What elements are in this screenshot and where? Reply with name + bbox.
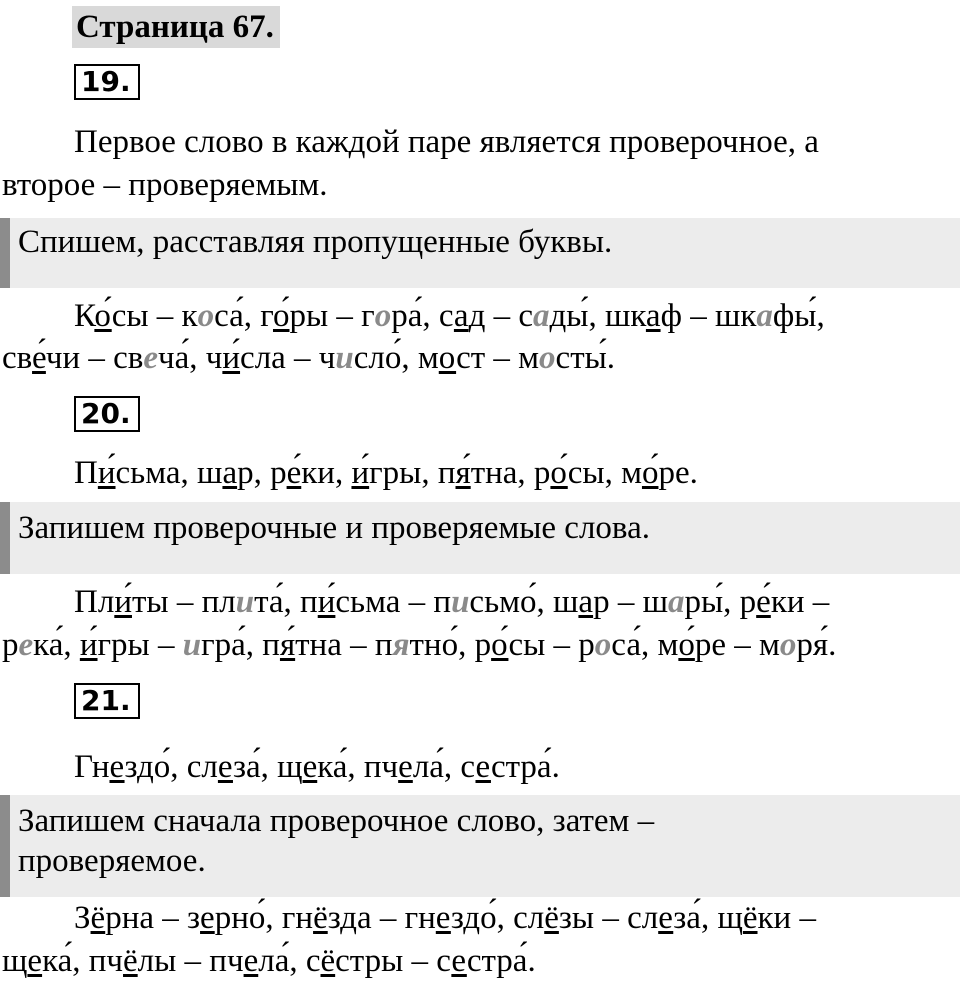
underlined-letter: о́ bbox=[491, 627, 509, 663]
underlined-letter: е bbox=[302, 749, 318, 785]
underlined-letter: о́ bbox=[272, 298, 290, 334]
underlined-letter: е́ bbox=[756, 584, 771, 620]
highlighted-letter: и bbox=[451, 584, 470, 620]
text-segment: гра́, п bbox=[201, 627, 280, 663]
underlined-letter: о bbox=[438, 340, 457, 376]
underlined-letter: ё bbox=[90, 900, 106, 936]
underlined-letter: и́ bbox=[317, 584, 336, 620]
highlighted-letter: о bbox=[374, 298, 392, 334]
text-segment: сты́. bbox=[555, 340, 616, 376]
ex21-instruction bbox=[0, 795, 960, 897]
text-segment: П bbox=[74, 455, 98, 491]
underlined-letter: е bbox=[217, 749, 233, 785]
underlined-letter: я́ bbox=[455, 455, 471, 491]
text-segment: са́, м bbox=[611, 627, 679, 663]
underlined-letter: и́ bbox=[351, 455, 370, 491]
underlined-letter: ё bbox=[123, 943, 138, 979]
underlined-letter: е bbox=[435, 900, 451, 936]
text-segment: сьма, ш bbox=[115, 455, 223, 491]
underlined-letter: е bbox=[451, 943, 467, 979]
text-segment: ре – м bbox=[694, 627, 780, 663]
ex20-answer-line2 bbox=[2, 625, 836, 665]
ex19-answer-line2 bbox=[2, 338, 615, 378]
underlined-letter: е bbox=[658, 900, 674, 936]
ex19-answer-line1 bbox=[74, 296, 825, 336]
text-segment: ры́, р bbox=[684, 584, 757, 620]
text-segment: ки, bbox=[301, 455, 352, 491]
text-segment: сла – ч bbox=[240, 340, 336, 376]
text-segment: ка́, пч bbox=[42, 943, 124, 979]
text-segment: рна – з bbox=[105, 900, 201, 936]
text-segment: ла́, с bbox=[258, 943, 321, 979]
text-segment: ры – г bbox=[289, 298, 375, 334]
text-segment: сьмо́, ш bbox=[469, 584, 579, 620]
ex21-answer-line2 bbox=[2, 941, 536, 981]
exercise-number: 21 bbox=[81, 684, 120, 717]
text-segment: зда – гн bbox=[327, 900, 436, 936]
text-segment: тно́, р bbox=[409, 627, 492, 663]
underlined-letter: е bbox=[475, 749, 491, 785]
text-segment: лы – пч bbox=[137, 943, 244, 979]
ex21-answer-line1 bbox=[74, 898, 816, 938]
highlighted-letter: а bbox=[668, 584, 685, 620]
underlined-letter: е bbox=[398, 749, 413, 785]
text-segment: д – с bbox=[468, 298, 533, 334]
underlined-letter: ё bbox=[313, 900, 328, 936]
text-segment: здо́, сл bbox=[450, 900, 545, 936]
text-segment: З bbox=[74, 900, 91, 936]
highlighted-letter: а bbox=[533, 298, 550, 334]
text-segment: ст – м bbox=[456, 340, 540, 376]
text-segment: здо́, сл bbox=[124, 749, 218, 785]
text-segment: чи – св bbox=[45, 340, 144, 376]
ex20-instruction-text: Запишем проверочные и проверяемые слова. bbox=[18, 510, 650, 546]
text-segment: р – ш bbox=[593, 584, 668, 620]
underlined-letter: а bbox=[645, 298, 661, 334]
text-segment: ка́, пч bbox=[317, 749, 399, 785]
ex19-intro-line2: второе – проверяемым. bbox=[2, 167, 328, 203]
highlighted-letter: и bbox=[235, 584, 255, 620]
text-segment: та́, п bbox=[254, 584, 318, 620]
text-segment: фы́, bbox=[772, 298, 825, 334]
ex21-instruction-line2: проверяемое. bbox=[18, 843, 206, 879]
text-segment: щ bbox=[2, 943, 28, 979]
underlined-letter: и́ bbox=[222, 340, 241, 376]
underlined-letter: а bbox=[222, 455, 238, 491]
underlined-letter: е bbox=[109, 749, 125, 785]
ex20-words-line bbox=[74, 453, 698, 493]
highlighted-letter: о bbox=[197, 298, 215, 334]
exercise-number-20: 20. bbox=[74, 396, 140, 432]
text-segment: за́, щ bbox=[232, 749, 303, 785]
text-segment: ф – шк bbox=[660, 298, 757, 334]
underlined-letter: и́ bbox=[114, 584, 132, 620]
text-segment: за́, щ bbox=[673, 900, 743, 936]
text-segment: ча́, ч bbox=[158, 340, 223, 376]
underlined-letter: е bbox=[200, 900, 215, 936]
text-segment: ря́. bbox=[796, 627, 837, 663]
text-segment: зы – сл bbox=[558, 900, 659, 936]
text-segment: рно́, гн bbox=[214, 900, 314, 936]
exercise-number-19: 19. bbox=[74, 64, 140, 100]
underlined-letter: е́ bbox=[32, 340, 46, 376]
text-segment: Гн bbox=[74, 749, 110, 785]
underlined-letter: а bbox=[578, 584, 594, 620]
text-segment: гры – bbox=[97, 627, 183, 663]
text-segment: сьма – п bbox=[335, 584, 452, 620]
text-segment: ла́, с bbox=[412, 749, 476, 785]
underlined-letter: е bbox=[27, 943, 43, 979]
ex20-instruction bbox=[0, 502, 960, 574]
highlighted-letter: и bbox=[182, 627, 202, 663]
ex21-words-line bbox=[74, 747, 560, 787]
underlined-letter: ё bbox=[742, 900, 758, 936]
exercise-number: 20 bbox=[81, 397, 120, 430]
ex19-intro-line1: Первое слово в каждой паре является проверочное, а bbox=[74, 124, 819, 160]
text-segment: ды́, шк bbox=[549, 298, 646, 334]
underlined-letter: о́ bbox=[94, 298, 112, 334]
ex19-instruction bbox=[0, 218, 960, 288]
text-segment: ты – пл bbox=[131, 584, 236, 620]
underlined-letter: о́ bbox=[641, 455, 659, 491]
exercise-number-21: 21. bbox=[74, 683, 140, 719]
exercise-number: 19 bbox=[81, 65, 120, 98]
highlighted-letter: о bbox=[594, 627, 612, 663]
text-segment: стра́. bbox=[466, 943, 536, 979]
text-segment: са́, г bbox=[214, 298, 273, 334]
underlined-letter: е bbox=[243, 943, 259, 979]
ex21-instruction-line1: Запишем сначала проверочное слово, затем – bbox=[18, 803, 655, 839]
underlined-letter: и́ bbox=[79, 627, 98, 663]
text-segment: р bbox=[2, 627, 19, 663]
ex19-instruction-text: Спишем, расставляя пропущенные буквы. bbox=[18, 224, 613, 260]
text-segment: ре. bbox=[658, 455, 698, 491]
text-segment: р, р bbox=[237, 455, 287, 491]
highlighted-letter: о bbox=[539, 340, 556, 376]
text-segment: ки – bbox=[757, 900, 816, 936]
highlighted-letter: и bbox=[335, 340, 354, 376]
text-segment: сло́, м bbox=[353, 340, 439, 376]
text-segment: Пл bbox=[74, 584, 115, 620]
highlighted-letter: о bbox=[779, 627, 797, 663]
text-segment: св bbox=[2, 340, 33, 376]
underlined-letter: я́ bbox=[279, 627, 296, 663]
underlined-letter: ё bbox=[544, 900, 559, 936]
highlighted-letter: е bbox=[143, 340, 159, 376]
text-segment: ки – bbox=[770, 584, 830, 620]
underlined-letter: и́ bbox=[97, 455, 116, 491]
highlighted-letter: а bbox=[756, 298, 773, 334]
text-segment: ра́, с bbox=[391, 298, 454, 334]
highlighted-letter: е bbox=[18, 627, 34, 663]
page-title: Страница 67. bbox=[72, 6, 280, 48]
text-segment: сы – р bbox=[508, 627, 595, 663]
text-segment: гры, п bbox=[369, 455, 456, 491]
text-segment: ка́, bbox=[33, 627, 80, 663]
underlined-letter: ё bbox=[320, 943, 336, 979]
underlined-letter: о́ bbox=[678, 627, 695, 663]
text-segment: сы – к bbox=[111, 298, 198, 334]
text-segment: К bbox=[74, 298, 95, 334]
underlined-letter: е́ bbox=[286, 455, 302, 491]
text-segment: стры – с bbox=[335, 943, 452, 979]
highlighted-letter: я bbox=[392, 627, 410, 663]
text-segment: тна – п bbox=[295, 627, 393, 663]
text-segment: тна, р bbox=[470, 455, 551, 491]
underlined-letter: а bbox=[453, 298, 469, 334]
text-segment: сы, м bbox=[567, 455, 642, 491]
ex20-answer-line1 bbox=[74, 582, 829, 622]
underlined-letter: о́ bbox=[550, 455, 568, 491]
text-segment: стра́. bbox=[490, 749, 560, 785]
